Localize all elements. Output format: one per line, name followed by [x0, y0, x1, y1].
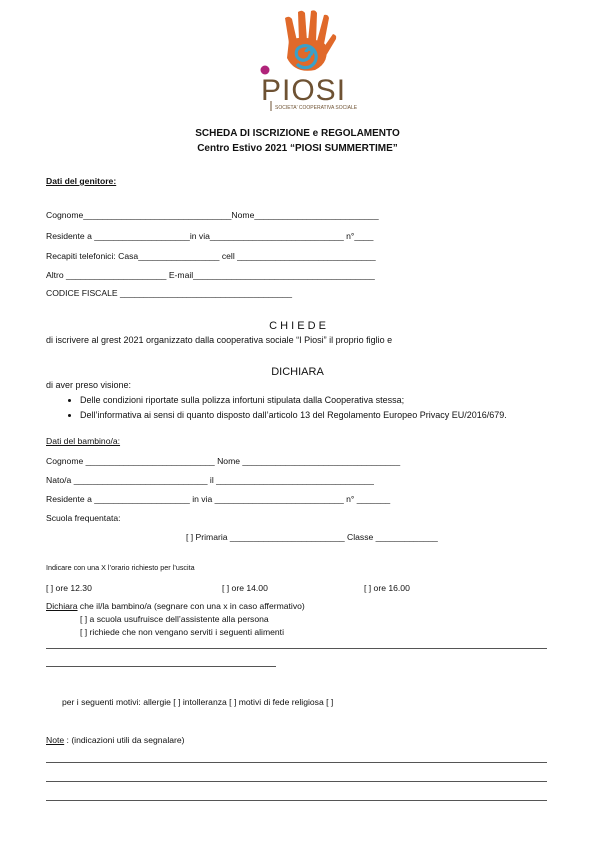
dichiara-rest: che il/la bambino/a (segnare con una x in caso affermativo) — [77, 601, 305, 611]
chiede-heading: C H I E D E — [269, 320, 326, 332]
child-section-label: Dati del bambino/a: — [46, 436, 121, 446]
primary-school-checkbox[interactable]: [ ] Primaria ________________________ Classe _____________ — [186, 532, 438, 542]
chiede-text: di iscrivere al grest 2021 organizzato dalla cooperativa sociale “I Piosi” il proprio figlio e — [46, 335, 393, 345]
hand-icon — [285, 10, 336, 70]
child-name-field[interactable]: Cognome ___________________________ Nome _________________________________ — [46, 456, 401, 466]
child-school-label: Scuola frequentata: — [46, 513, 121, 523]
dichiara-heading: DICHIARA — [271, 366, 324, 378]
logo-wordmark: PIOSI — [261, 74, 347, 107]
food-line[interactable] — [46, 648, 547, 649]
exit-1400-checkbox[interactable]: [ ] ore 14.00 — [222, 583, 268, 593]
food-restriction-checkbox[interactable]: [ ] richiede che non vengano serviti i seguenti alimenti — [80, 627, 284, 637]
parent-section-label: Dati del genitore: — [46, 176, 117, 186]
notes-underlined: Note — [46, 735, 65, 745]
form-title: SCHEDA DI ISCRIZIONE e REGOLAMENTO — [195, 128, 400, 139]
form-subtitle: Centro Estivo 2021 “PIOSI SUMMERTIME” — [197, 143, 398, 154]
piosi-logo — [245, 8, 365, 112]
child-birth-field[interactable]: Nato/a ____________________________ il _________________________________ — [46, 475, 374, 485]
parent-phone-field[interactable]: Recapiti telefonici: Casa_________________ cell _____________________________ — [46, 251, 376, 261]
dichiara-underlined: Dichiara — [46, 601, 78, 611]
parent-address-field[interactable]: Residente a ____________________in via____________________________ n°____ — [46, 231, 374, 241]
notes-line[interactable] — [46, 762, 547, 763]
declaration-item: • Dell’informativa ai sensi di quanto disposto dall’articolo 13 del Regolamento Europeo Privacy EU/2016/679. — [80, 409, 507, 421]
assistant-checkbox[interactable]: [ ] a scuola usufruisce dell’assistente alla persona — [80, 614, 269, 624]
notes-rest: : (indicazioni utili da segnalare) — [64, 735, 185, 745]
declaration-item: • Delle condizioni riportate sulla polizza infortuni stipulata dalla Cooperativa stessa; — [80, 394, 507, 406]
exit-1600-checkbox[interactable]: [ ] ore 16.00 — [364, 583, 410, 593]
dichiara-intro: di aver preso visione: — [46, 380, 132, 390]
logo-tagline: SOCIETA' COOPERATIVA SOCIALE — [275, 105, 358, 111]
parent-name-field[interactable]: Cognome_______________________________Nome__________________________ — [46, 210, 379, 220]
exit-time-instruction: Indicare con una X l’orario richiesto per l’uscita — [46, 563, 195, 572]
food-line-short[interactable] — [46, 666, 276, 667]
notes-line[interactable] — [46, 800, 547, 801]
child-declaration-lead — [46, 601, 305, 611]
parent-tax-code-field[interactable]: CODICE FISCALE ____________________________________ — [46, 288, 293, 298]
notes-label — [46, 735, 185, 745]
child-address-field[interactable]: Residente a ____________________ in via ___________________________ n° _______ — [46, 494, 391, 504]
exit-1230-checkbox[interactable]: [ ] ore 12.30 — [46, 583, 92, 593]
reasons-checkboxes[interactable]: per i seguenti motivi: allergie [ ] intolleranza [ ] motivi di fede religiosa [ ] — [62, 697, 334, 707]
declaration-list — [62, 394, 507, 424]
notes-line[interactable] — [46, 781, 547, 782]
parent-email-field[interactable]: Altro _____________________ E-mail______________________________________ — [46, 270, 375, 280]
